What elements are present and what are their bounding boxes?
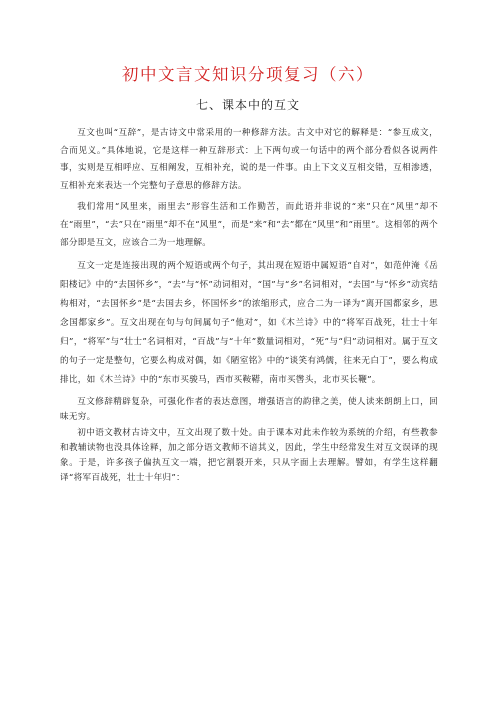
paragraph-forms: 互文一定是连接出现的两个短语或两个句子，其出现在短语中属短语“自对”，如范仲淹《岳阳楼记》中的“去国怀乡”，“去”与“怀”动词相对，“国”与“乡”名词相对，“去国”与“怀乡”动宾结构相对，“去国怀乡”是“去国去乡，怀国怀乡”的浓缩形式，应合二为一译为“离开国都家乡，思念国都家乡”。互文出现在句与句间属句子“他对”，如《木兰诗》中的“将军百战死，壮士十年归”，“将军”与“壮士”名词相对，“百战”与“十年”数量词相对，“死”与“归”动词相对。属于互文的句子一定是整句，它要么构成对偶，如《陋室铭》中的“谈笑有鸿儒，往来无白丁”，要么构成排比，如《木兰诗》中的“东市买骏马，西市买鞍鞯，南市买辔头，北市买长鞭”。	[60, 261, 438, 385]
paragraph-teaching: 初中语文教材古诗文中，互文出现了数十处。由于课本对此未作较为系统的介绍，有些教参和教辅读物也没具体诠释，加之部分语文教师不谙其义，因此，学生中经常发生对互文误译的现象。于是，许多孩子偏执互文一端，把它割裂开来，只从字面上去理解。譬如，有学生这样翻译“将军百战死，壮士十年归”：	[60, 428, 438, 483]
document-body	[60, 125, 438, 486]
paragraph-example: 我们常用“风里来，雨里去”形容生活和工作勤苦，而此语并非说的“来”只在“风里”却不在“雨里”，“去”只在“雨里”却不在“风里”，而是“来”和“去”都在“风里”和“雨里”。这相邻的两个部分即是互文，应该合二为一地理解。	[60, 202, 438, 248]
section-heading: 七、课本中的互文	[195, 98, 300, 112]
paragraph-definition: 互文也叫“互辞”，是古诗文中常采用的一种修辞方法。古文中对它的解释是：“参互成文，合而见义。”具体地说，它是这样一种互辞形式：上下两句或一句话中的两个部分看似各说两件事，实则是互相呼应、互相阐发，互相补充，说的是一件事。由上下文义互相交错，互相渗透，互相补充来表达一个完整句子意思的修辞方法。	[60, 128, 438, 191]
paragraph-effect: 互文修辞精辟复杂，可强化作者的表达意图，增强语言的韵律之美，使人读来朗朗上口，回味无穷。	[60, 397, 438, 422]
document-title: 初中文言文知识分项复习（六）	[122, 65, 374, 84]
